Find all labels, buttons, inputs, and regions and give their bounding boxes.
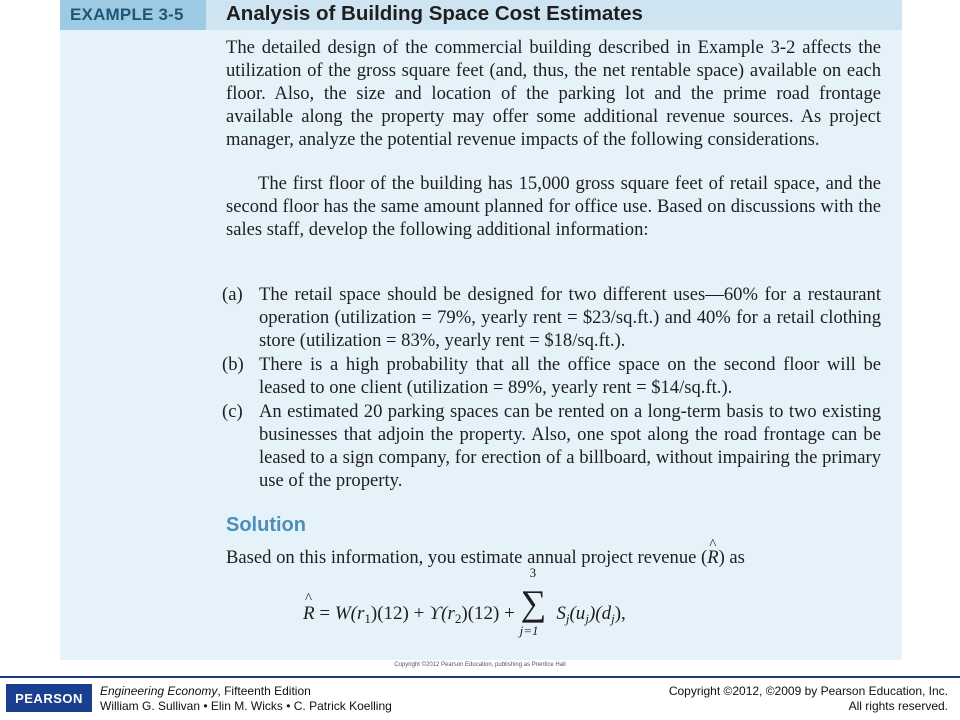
solution-intro — [226, 546, 745, 569]
footer-book-info — [100, 684, 392, 714]
list-item-text: The retail space should be designed for two different uses—60% for a restaurant operation (utilization = 79%, yearly rent = $23/sq.ft.) and 40% for a retail clothing store (utilization = 83%, yearly rent = $18/sq.ft.). — [259, 284, 881, 352]
equation-line — [303, 565, 626, 638]
eq-term3-sub2: j — [585, 611, 589, 626]
list-item-tag: (a) — [222, 284, 243, 305]
solution-intro-post: ) as — [718, 547, 745, 568]
footer-edition: , Fifteenth Edition — [217, 684, 311, 698]
sum-upper-limit: 3 — [529, 565, 537, 580]
example-title: Analysis of Building Space Cost Estimates — [226, 2, 643, 25]
revenue-equation — [303, 565, 683, 656]
eq-term2-post: )(12) + — [461, 603, 520, 624]
sigma-symbol: ∑ — [520, 583, 547, 623]
list-item-tag: (b) — [222, 354, 244, 375]
list-item-tag: (c) — [222, 401, 243, 422]
eq-term3: S — [556, 603, 566, 624]
eq-equals: = — [314, 603, 335, 624]
eq-term3-mid: (u — [569, 603, 586, 624]
eq-term3-post: ), — [614, 603, 626, 624]
sum-lower-limit: j=1 — [519, 623, 539, 638]
solution-intro-pre: Based on this information, you estimate annual project revenue ( — [226, 547, 708, 568]
paragraph-1: The detailed design of the commercial building described in Example 3-2 affects the utilization of the gross square feet (and, thus, the net rentable space) available on each floor. Also, the size and location of the parking lot and the prime road frontage available along the property may offer some additional revenue sources. As project manager, analyze the potential revenue impacts of the following considerations. — [226, 37, 881, 151]
eq-lhs: ^ R — [303, 603, 315, 625]
pearson-logo: PEARSON — [6, 684, 92, 712]
footer-divider — [0, 676, 960, 678]
footer-copyright: Copyright ©2012, ©2009 by Pearson Education, Inc. — [668, 684, 948, 698]
eq-term2: ϒ(r — [429, 603, 455, 624]
eq-term1-sub: 1 — [364, 611, 371, 626]
summation — [519, 565, 552, 638]
footer-authors: William G. Sullivan • Elin M. Wicks • C. Patrick Koelling — [100, 699, 392, 713]
eq-term1-post: )(12) + — [370, 603, 430, 624]
small-copyright: Copyright ©2012 Pearson Education, publishing as Prentice Hall — [394, 662, 566, 668]
eq-term3-sub: j — [565, 611, 570, 626]
example-label: EXAMPLE 3-5 — [70, 5, 184, 24]
eq-term3-sub3: j — [611, 611, 615, 626]
footer-copyright-info — [669, 684, 948, 714]
paragraph-2: The first floor of the building has 15,000 gross square feet of retail space, and the second floor has the same amount planned for office use. Based on discussions with the sales staff, develop the following additional information: — [226, 173, 881, 241]
revenue-symbol: ^ R — [707, 546, 718, 569]
footer-book-title: Engineering Economy — [100, 684, 218, 698]
eq-term1: W(r — [334, 603, 365, 624]
footer-title-line — [100, 684, 392, 699]
solution-heading: Solution — [226, 514, 306, 536]
eq-term3-mid2: )(d — [588, 603, 612, 624]
footer-rights: All rights reserved. — [848, 699, 948, 713]
list-item-text: There is a high probability that all the office space on the second floor will be leased to one client (utilization = 89%, yearly rent = $14/sq.ft.). — [259, 354, 881, 399]
list-item-text: An estimated 20 parking spaces can be rented on a long-term basis to two existing businesses that adjoin the property. Also, one spot along the road frontage can be leased to a sign company, for erection of a billboard, without impairing the primary use of the property. — [259, 401, 881, 492]
eq-term2-sub: 2 — [454, 611, 462, 626]
